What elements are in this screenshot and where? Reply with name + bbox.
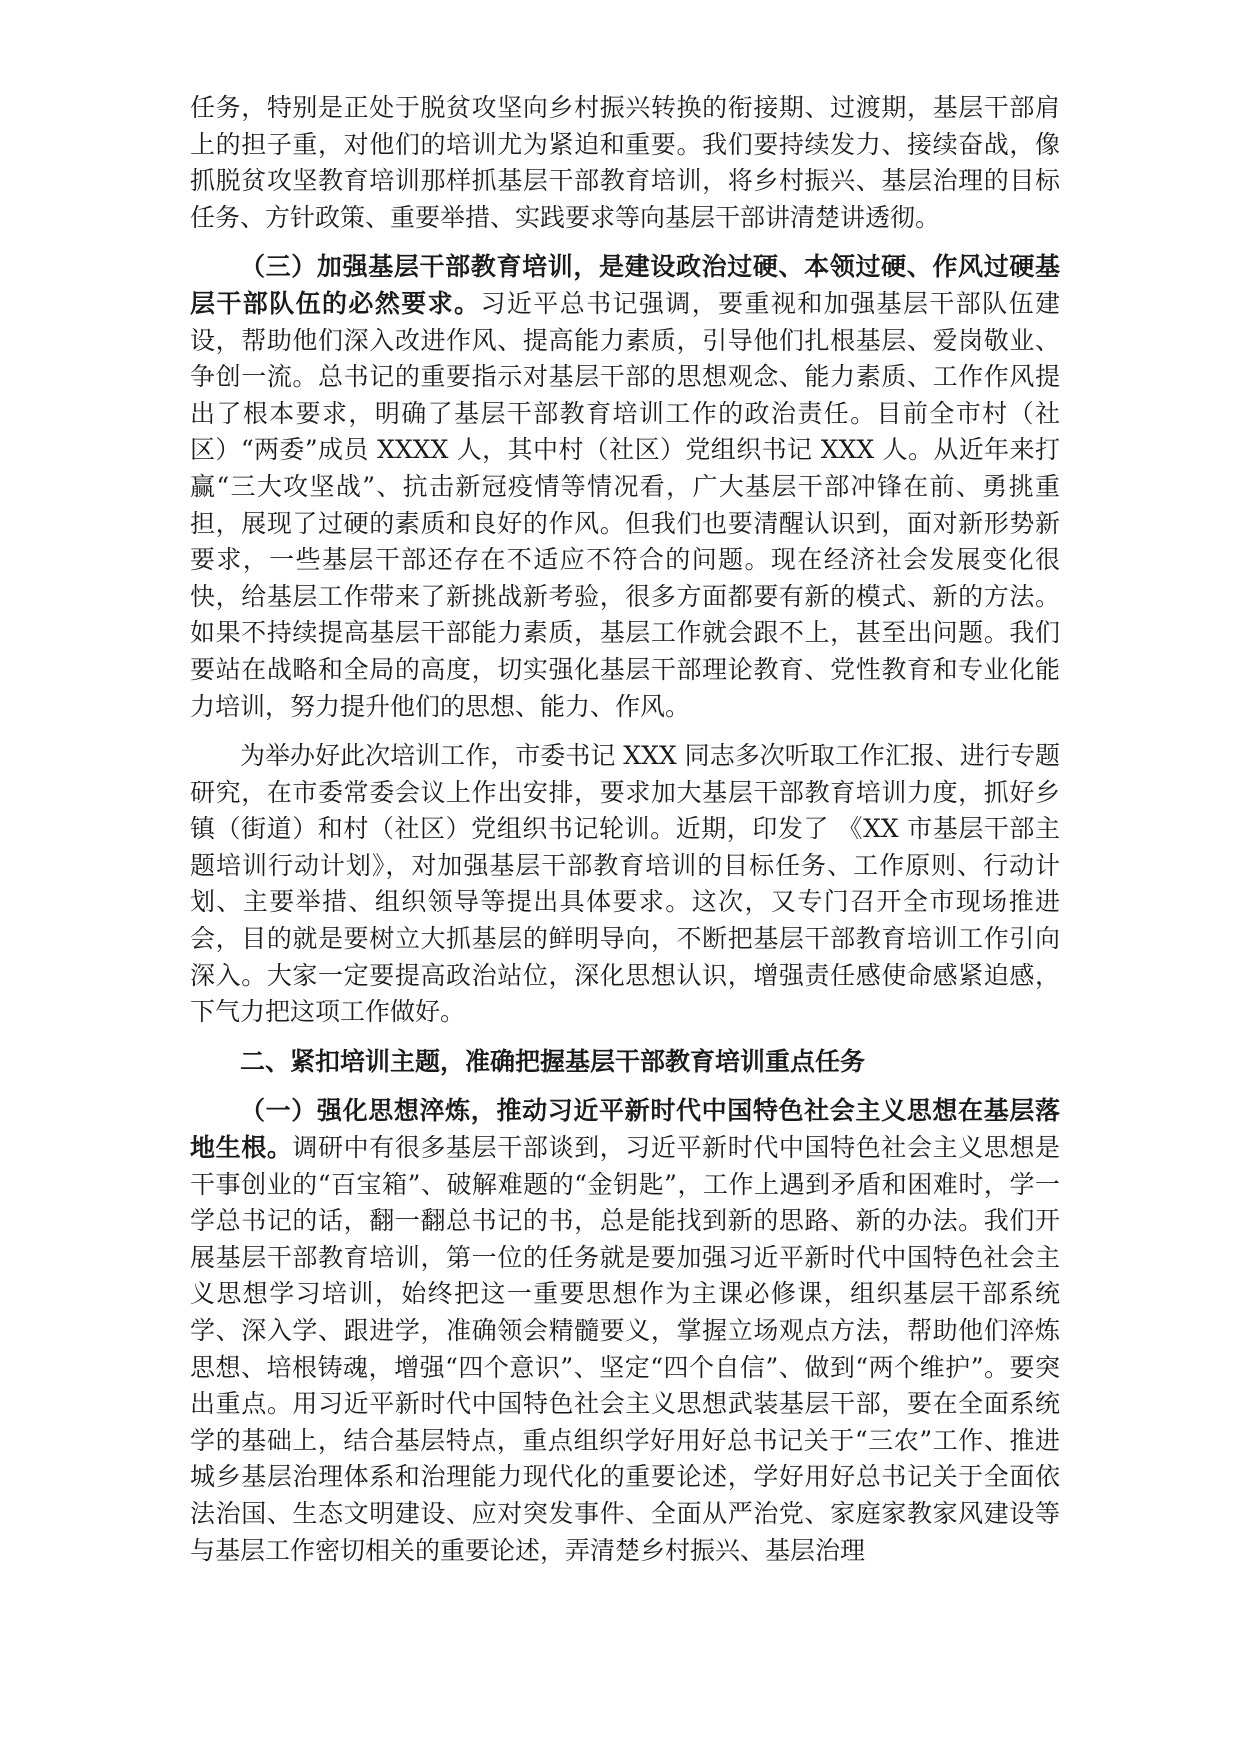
document-page (190, 90, 1060, 1582)
paragraph-lead-bold: （一）强化思想淬炼，推动习近平新时代中国特色社会主义思想在基层落地生根。 (190, 1096, 1060, 1163)
paragraph-section-one (190, 1093, 1060, 1569)
paragraph-continued: 任务，特别是正处于脱贫攻坚向乡村振兴转换的衔接期、过渡期，基层干部肩上的担子重，对他们的培训尤为紧迫和重要。我们要持续发力、接续奋战，像抓脱贫攻坚教育培训那样抓基层干部教育培训，将乡村振兴、基层治理的目标任务、方针政策、重要举措、实践要求等向基层干部讲清楚讲透彻。 (190, 93, 1060, 232)
paragraph-section-three (190, 249, 1060, 725)
paragraph-body: 习近平总书记强调，要重视和加强基层干部队伍建设，帮助他们深入改进作风、提高能力素质，引导他们扎根基层、爱岗敬业、争创一流。总书记的重要指示对基层干部的思想观念、能力素质、工作作风提出了根本要求，明确了基层干部教育培训工作的政治责任。目前全市村（社区）“两委”成员 XXXX 人，其中村（社区）党组织书记 XXX 人。从近年来打赢“三大攻坚战”、抗击新冠疫情等情况看，广大基层干部冲锋在前、勇挑重担，展现了过硬的素质和良好的作风。但我们也要清醒认识到，面对新形势新要求，一些基层干部还存在不适应不符合的问题。现在经济社会发展变化很快，给基层工作带来了新挑战新考验，很多方面都要有新的模式、新的方法。如果不持续提高基层干部能力素质，基层工作就会跟不上，甚至出问题。我们要站在战略和全局的高度，切实强化基层干部理论教育、党性教育和专业化能力培训，努力提升他们的思想、能力、作风。 (190, 288, 1060, 721)
paragraph-training-arrangement: 为举办好此次培训工作，市委书记 XXX 同志多次听取工作汇报、进行专题研究，在市委常委会议上作出安排，要求加大基层干部教育培训力度，抓好乡镇（街道）和村（社区）党组织书记轮训。近期，印发了 《XX 市基层干部主题培训行动计划》，对加强基层干部教育培训的目标任务、工作原则、行动计划、主要举措、组织领导等提出具体要求。这次，又专门召开全市现场推进会，目的就是要树立大抓基层的鲜明导向，不断把基层干部教育培训工作引向深入。大家一定要提高政治站位，深化思想认识，增强责任感使命感紧迫感，下气力把这项工作做好。 (190, 741, 1060, 1027)
paragraph-lead-bold: （三）加强基层干部教育培训，是建设政治过硬、本领过硬、作风过硬基层干部队伍的必然要求。 (190, 252, 1060, 318)
section-heading-two: 二、紧扣培训主题，准确把握基层干部教育培训重点任务 (240, 1046, 866, 1076)
paragraph-body: 调研中有很多基层干部谈到，习近平新时代中国特色社会主义思想是干事创业的“百宝箱”、破解难题的“金钥匙”，工作上遇到矛盾和困难时，学一学总书记的话，翻一翻总书记的书，总是能找到新的思路、新的办法。我们开展基层干部教育培训，第一位的任务就是要加强习近平新时代中国特色社会主义思想学习培训，始终把这一重要思想作为主课必修课，组织基层干部系统学、深入学、跟进学，准确领会精髓要义，掌握立场观点方法，帮助他们淬炼思想、培根铸魂，增强“四个意识”、坚定“四个自信”、做到“两个维护”。要突出重点。用习近平新时代中国特色社会主义思想武装基层干部，要在全面系统学的基础上，结合基层特点，重点组织学好用好总书记关于“三农”工作、推进城乡基层治理体系和治理能力现代化的重要论述，学好用好总书记关于全面依法治国、生态文明建设、应对突发事件、全面从严治党、家庭家教家风建设等与基层工作密切相关的重要论述，弄清楚乡村振兴、基层治理 (190, 1133, 1060, 1565)
